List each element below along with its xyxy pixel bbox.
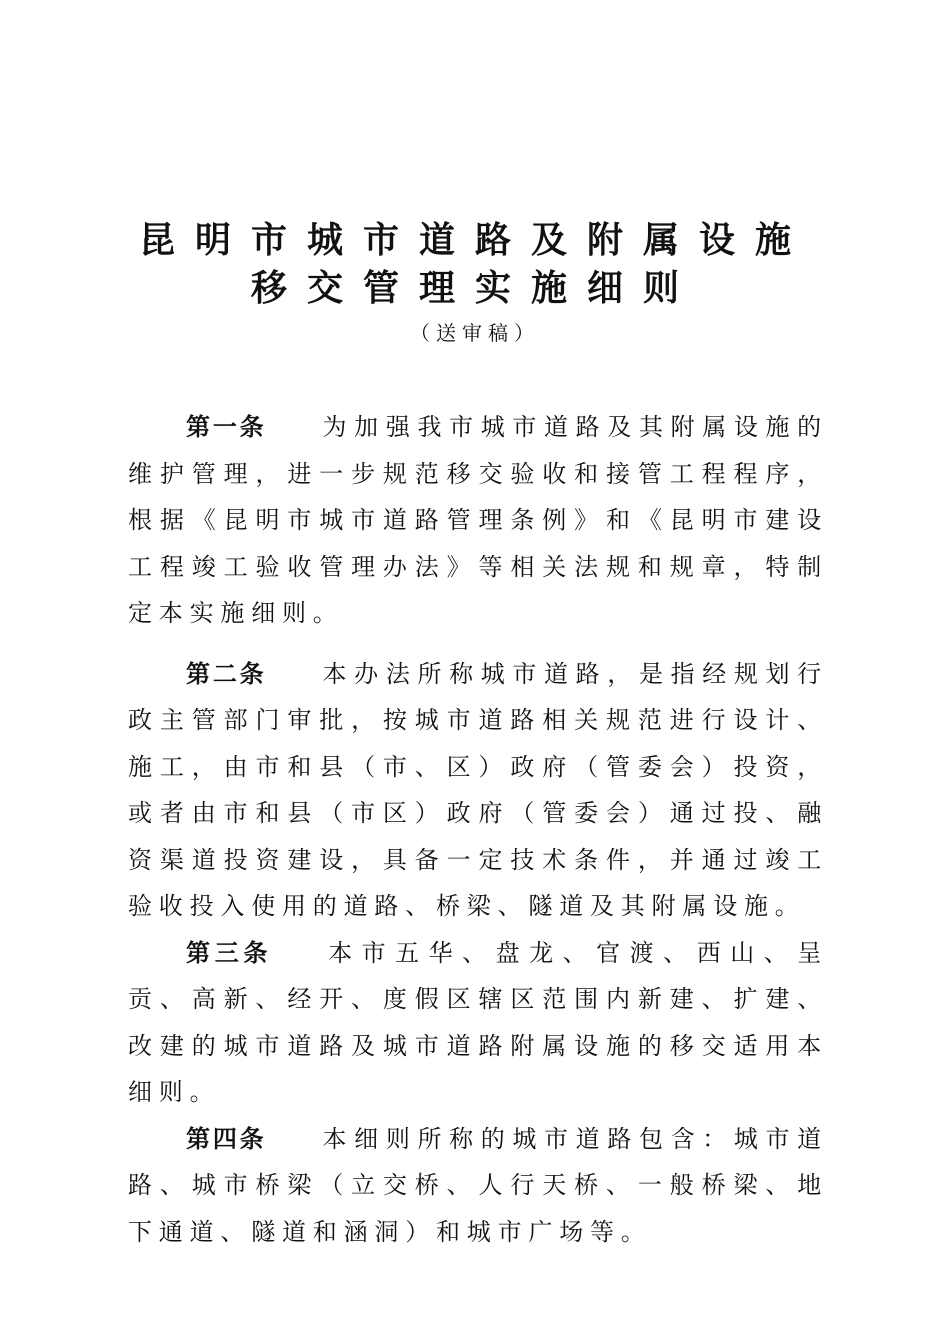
document-title-line2: 移交管理实施细则	[250, 267, 699, 309]
article-4	[128, 1116, 828, 1256]
document-subtitle: （送审稿）	[410, 321, 540, 345]
document-body	[128, 404, 828, 1255]
article-heading: 第三条	[186, 938, 273, 967]
article-2	[128, 651, 828, 930]
article-text: 本市五华、盘龙、官渡、西山、呈贡、高新、经开、度假区辖区范围内新建、扩建、改建的城市道路及城市道路附属设施的移交适用本细则。	[128, 938, 829, 1106]
article-text: 为加强我市城市道路及其附属设施的维护管理，进一步规范移交验收和接管工程程序，根据《昆明市城市道路管理条例》和《昆明市建设工程竣工验收管理办法》等相关法规和规章，特制定本实施细则。	[128, 413, 828, 627]
document-title-line1: 昆明市城市道路及附属设施	[138, 219, 811, 261]
article-heading: 第四条	[186, 1124, 267, 1153]
article-3	[128, 930, 828, 1116]
article-text: 本办法所称城市道路，是指经规划行政主管部门审批，按城市道路相关规范进行设计、施工，由市和县（市、区）政府（管委会）投资，或者由市和县（市区）政府（管委会）通过投、融资渠道投资建设，具备一定技术条件，并通过竣工验收投入使用的道路、桥梁、隧道及其附属设施。	[128, 659, 828, 920]
article-text: 本细则所称的城市道路包含：城市道路、城市桥梁（立交桥、人行天桥、一般桥梁、地下通道、隧道和涵洞）和城市广场等。	[128, 1124, 828, 1246]
article-heading: 第一条	[186, 413, 267, 441]
article-1	[128, 404, 828, 637]
article-heading: 第二条	[186, 659, 267, 688]
